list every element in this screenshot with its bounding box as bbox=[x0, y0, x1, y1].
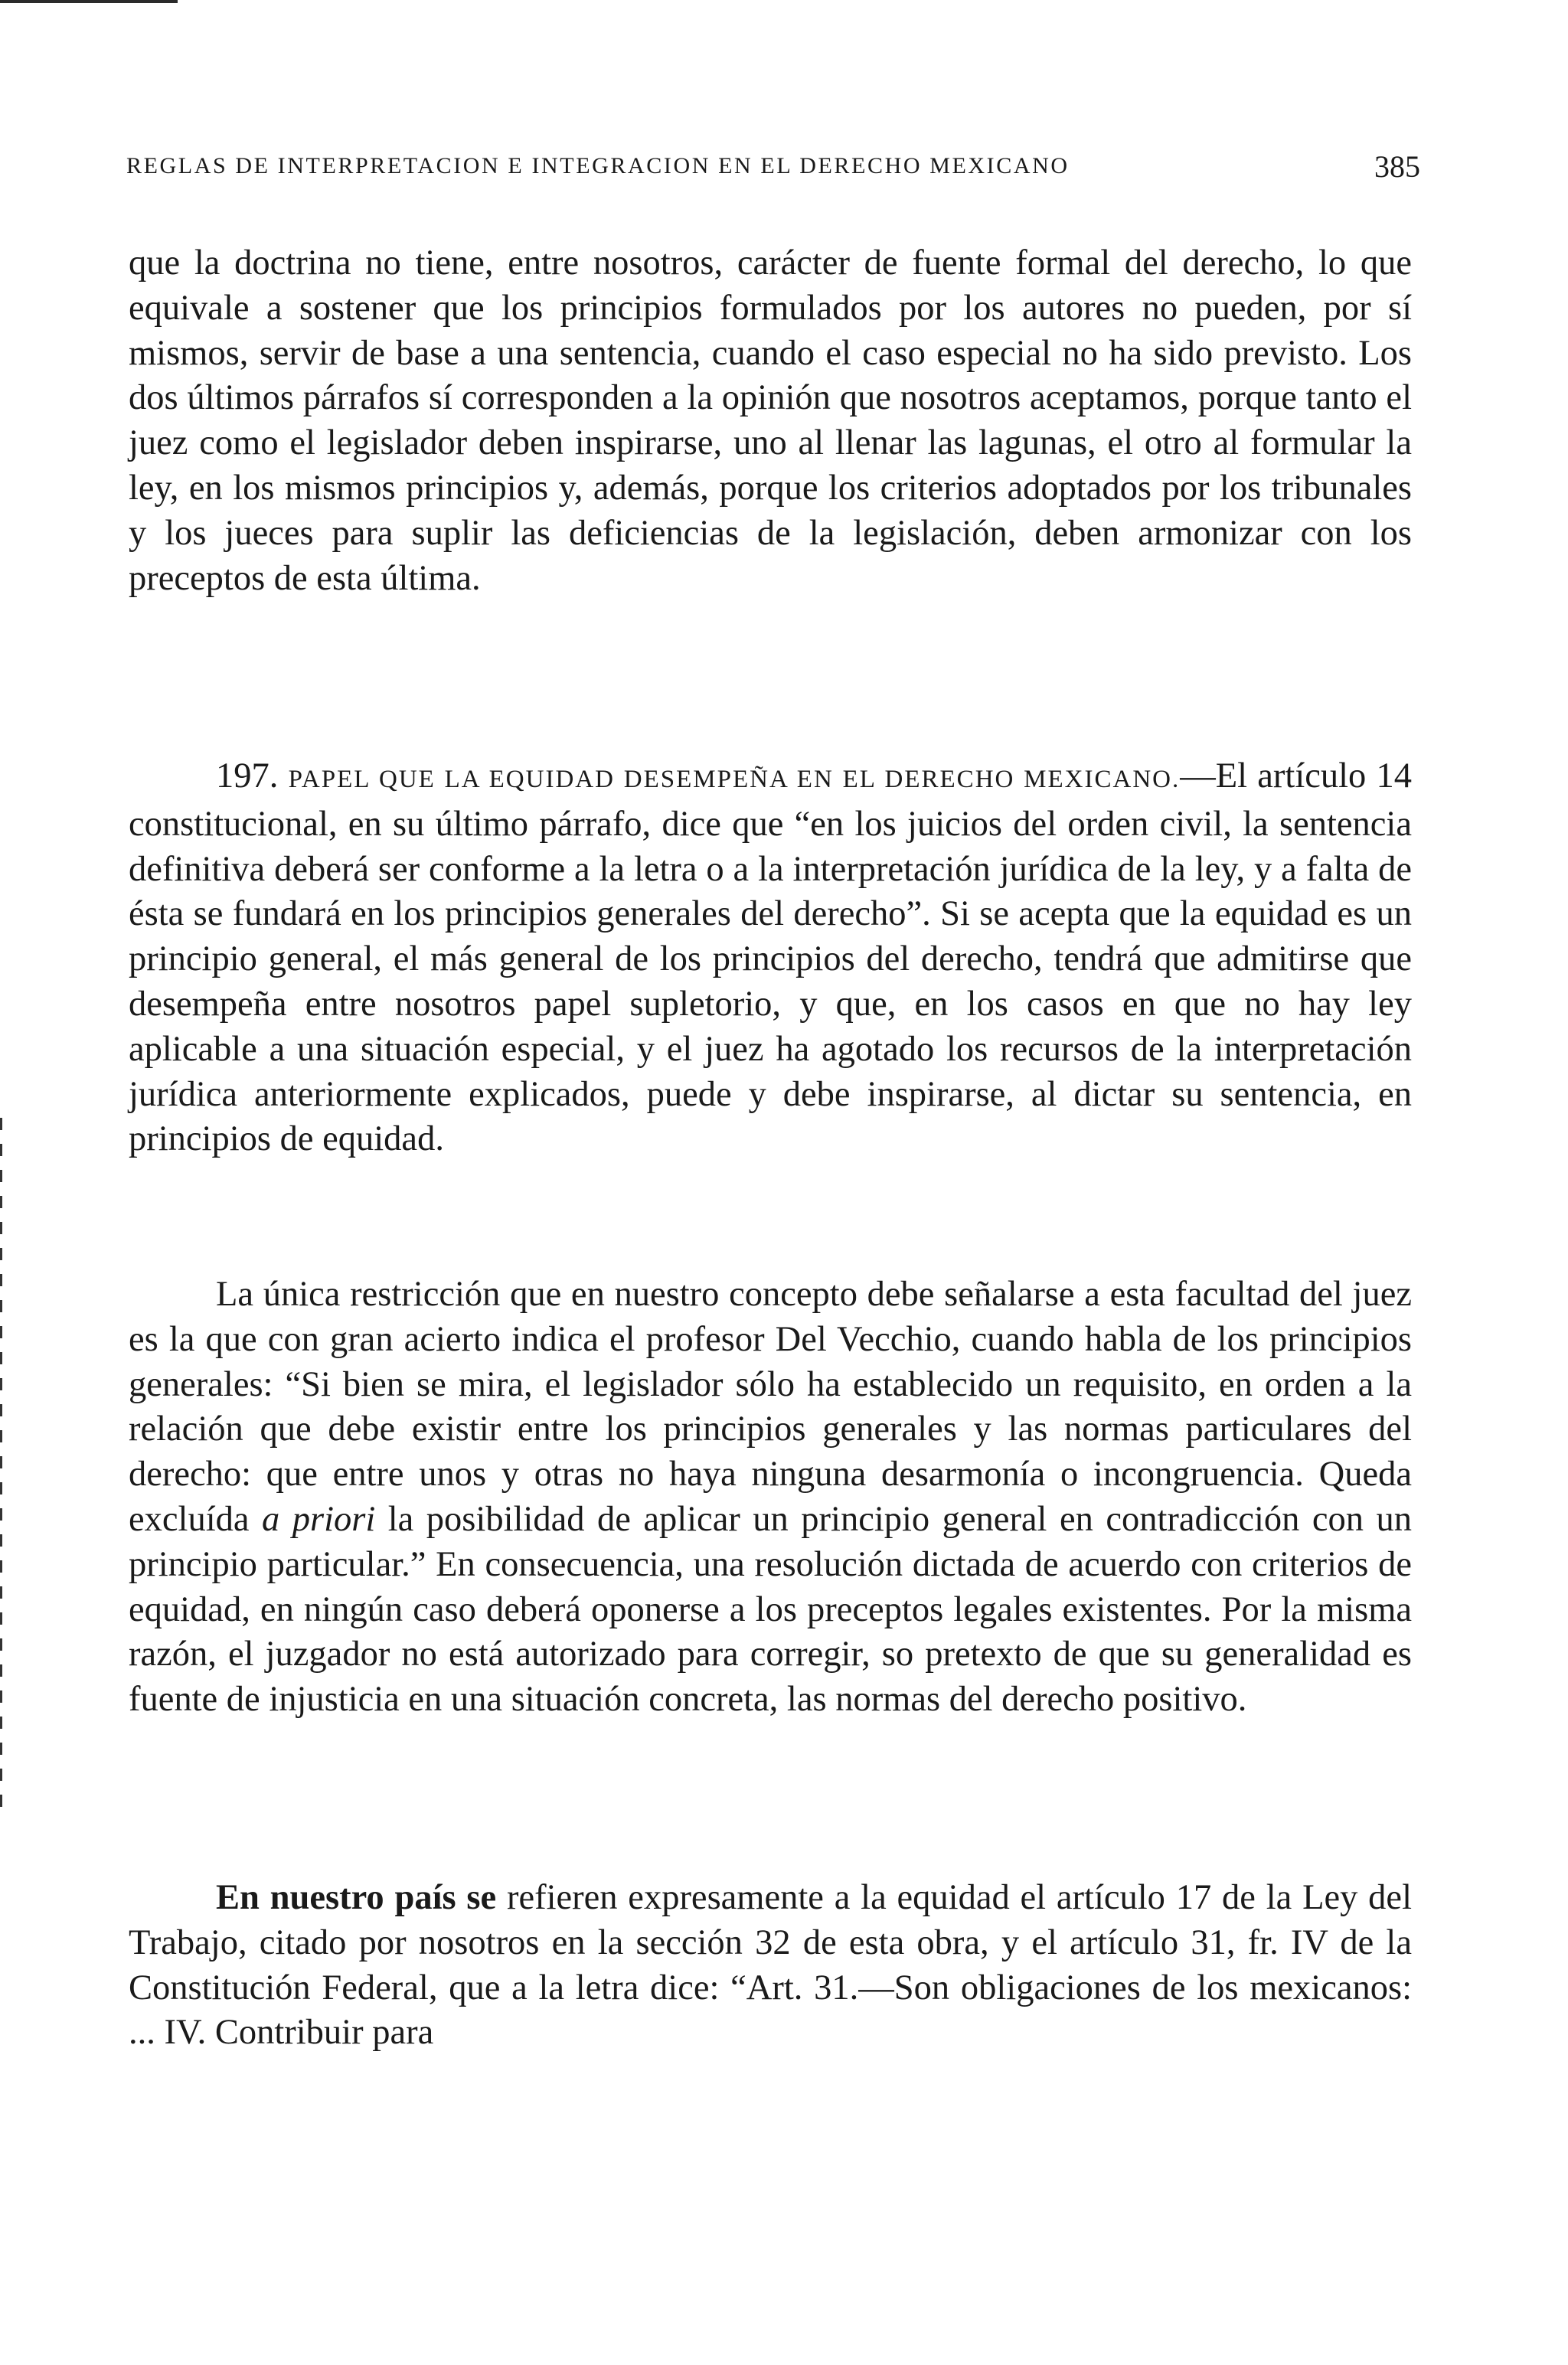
paragraph-1-block bbox=[129, 241, 1412, 601]
paragraph-3-part-2: la posibilidad de aplicar un principio general en contradicción con un principio particular.” En consecuencia, una resolución dictada de acuerdo con criterios de equidad, en ningún caso deberá oponerse a los preceptos legales existentes. Por la misma razón, el juzgador no está autorizado para corregir, so pretexto de que su generalidad es fuente de injusticia en una situación concreta, las normas del derecho positivo. bbox=[129, 1499, 1412, 1720]
left-margin-dashes bbox=[0, 1118, 2, 1807]
paragraph-3 bbox=[129, 1272, 1412, 1723]
top-edge-rule bbox=[0, 0, 178, 3]
page-header bbox=[126, 149, 1420, 199]
paragraph-3-part-1: La única restricción que en nuestro concepto debe señalarse a esta facultad del juez es la que con gran acierto indica el profesor Del Vecchio, cuando habla de los principios generales: “Si bien se mira, el legislador sólo ha establecido un requisito, en orden a la relación que debe existir entre los principios generales y las normas particulares del derecho: que entre unos y otras no haya ninguna desarmonía o incongruencia. Queda excluída bbox=[129, 1275, 1412, 1539]
page-number: 385 bbox=[1374, 149, 1420, 184]
paragraph-2 bbox=[129, 754, 1412, 1162]
running-head: REGLAS DE INTERPRETACION E INTEGRACION EN EL DERECHO MEXICANO bbox=[126, 153, 1070, 178]
section-number: 197. bbox=[216, 756, 279, 795]
section-197-block bbox=[129, 754, 1412, 1162]
paragraph-4-body: refieren expresamente a la equidad el artículo 17 de la Ley del Trabajo, citado por nosotros en la sección 32 de esta obra, y el artículo 31, fr. IV de la Constitución Federal, que a la letra dice: “Art. 31.—Son obligaciones de los mexicanos: ... IV. Contribuir para bbox=[129, 1878, 1412, 2053]
paragraph-4-block bbox=[129, 1876, 1412, 2056]
paragraph-4-bold-lead: En nuestro país se bbox=[216, 1878, 497, 1917]
paragraph-3-italic: a priori bbox=[262, 1499, 376, 1539]
paragraph-1: que la doctrina no tiene, entre nosotros, carácter de fuente formal del derecho, lo que equivale a sostener que los principios formulados por los autores no pueden, por sí mismos, servir de base a una sentencia, cuando el caso especial no ha sido previsto. Los dos últimos párrafos sí corresponden a la opinión que nosotros aceptamos, porque tanto el juez como el legislador deben inspirarse, uno al llenar las lagunas, el otro al formular la ley, en los mismos principios y, además, porque los criterios adoptados por los tribunales y los jueces para suplir las deficiencias de la legislación, deben armonizar con los preceptos de esta última. bbox=[129, 243, 1412, 598]
paragraph-3-block bbox=[129, 1272, 1412, 1723]
section-title: PAPEL QUE LA EQUIDAD DESEMPEÑA EN EL DERECHO MEXICANO. bbox=[288, 766, 1181, 793]
paragraph-2-body: —El artículo 14 constitucional, en su último párrafo, dice que “en los juicios del orden civil, la sentencia definitiva deberá ser conforme a la letra o a la interpretación jurídica de la ley, y a falta de ésta se fundará en los principios generales del derecho”. Si se acepta que la equidad es un principio general, el más general de los principios del derecho, tendrá que admitirse que desempeña entre nosotros papel supletorio, y que, en los casos en que no hay ley aplicable a una situación especial, y el juez ha agotado los recursos de la interpretación jurídica anteriormente explicados, puede y debe inspirarse, al dictar su sentencia, en principios de equidad. bbox=[129, 756, 1413, 1159]
paragraph-4 bbox=[129, 1876, 1412, 2056]
